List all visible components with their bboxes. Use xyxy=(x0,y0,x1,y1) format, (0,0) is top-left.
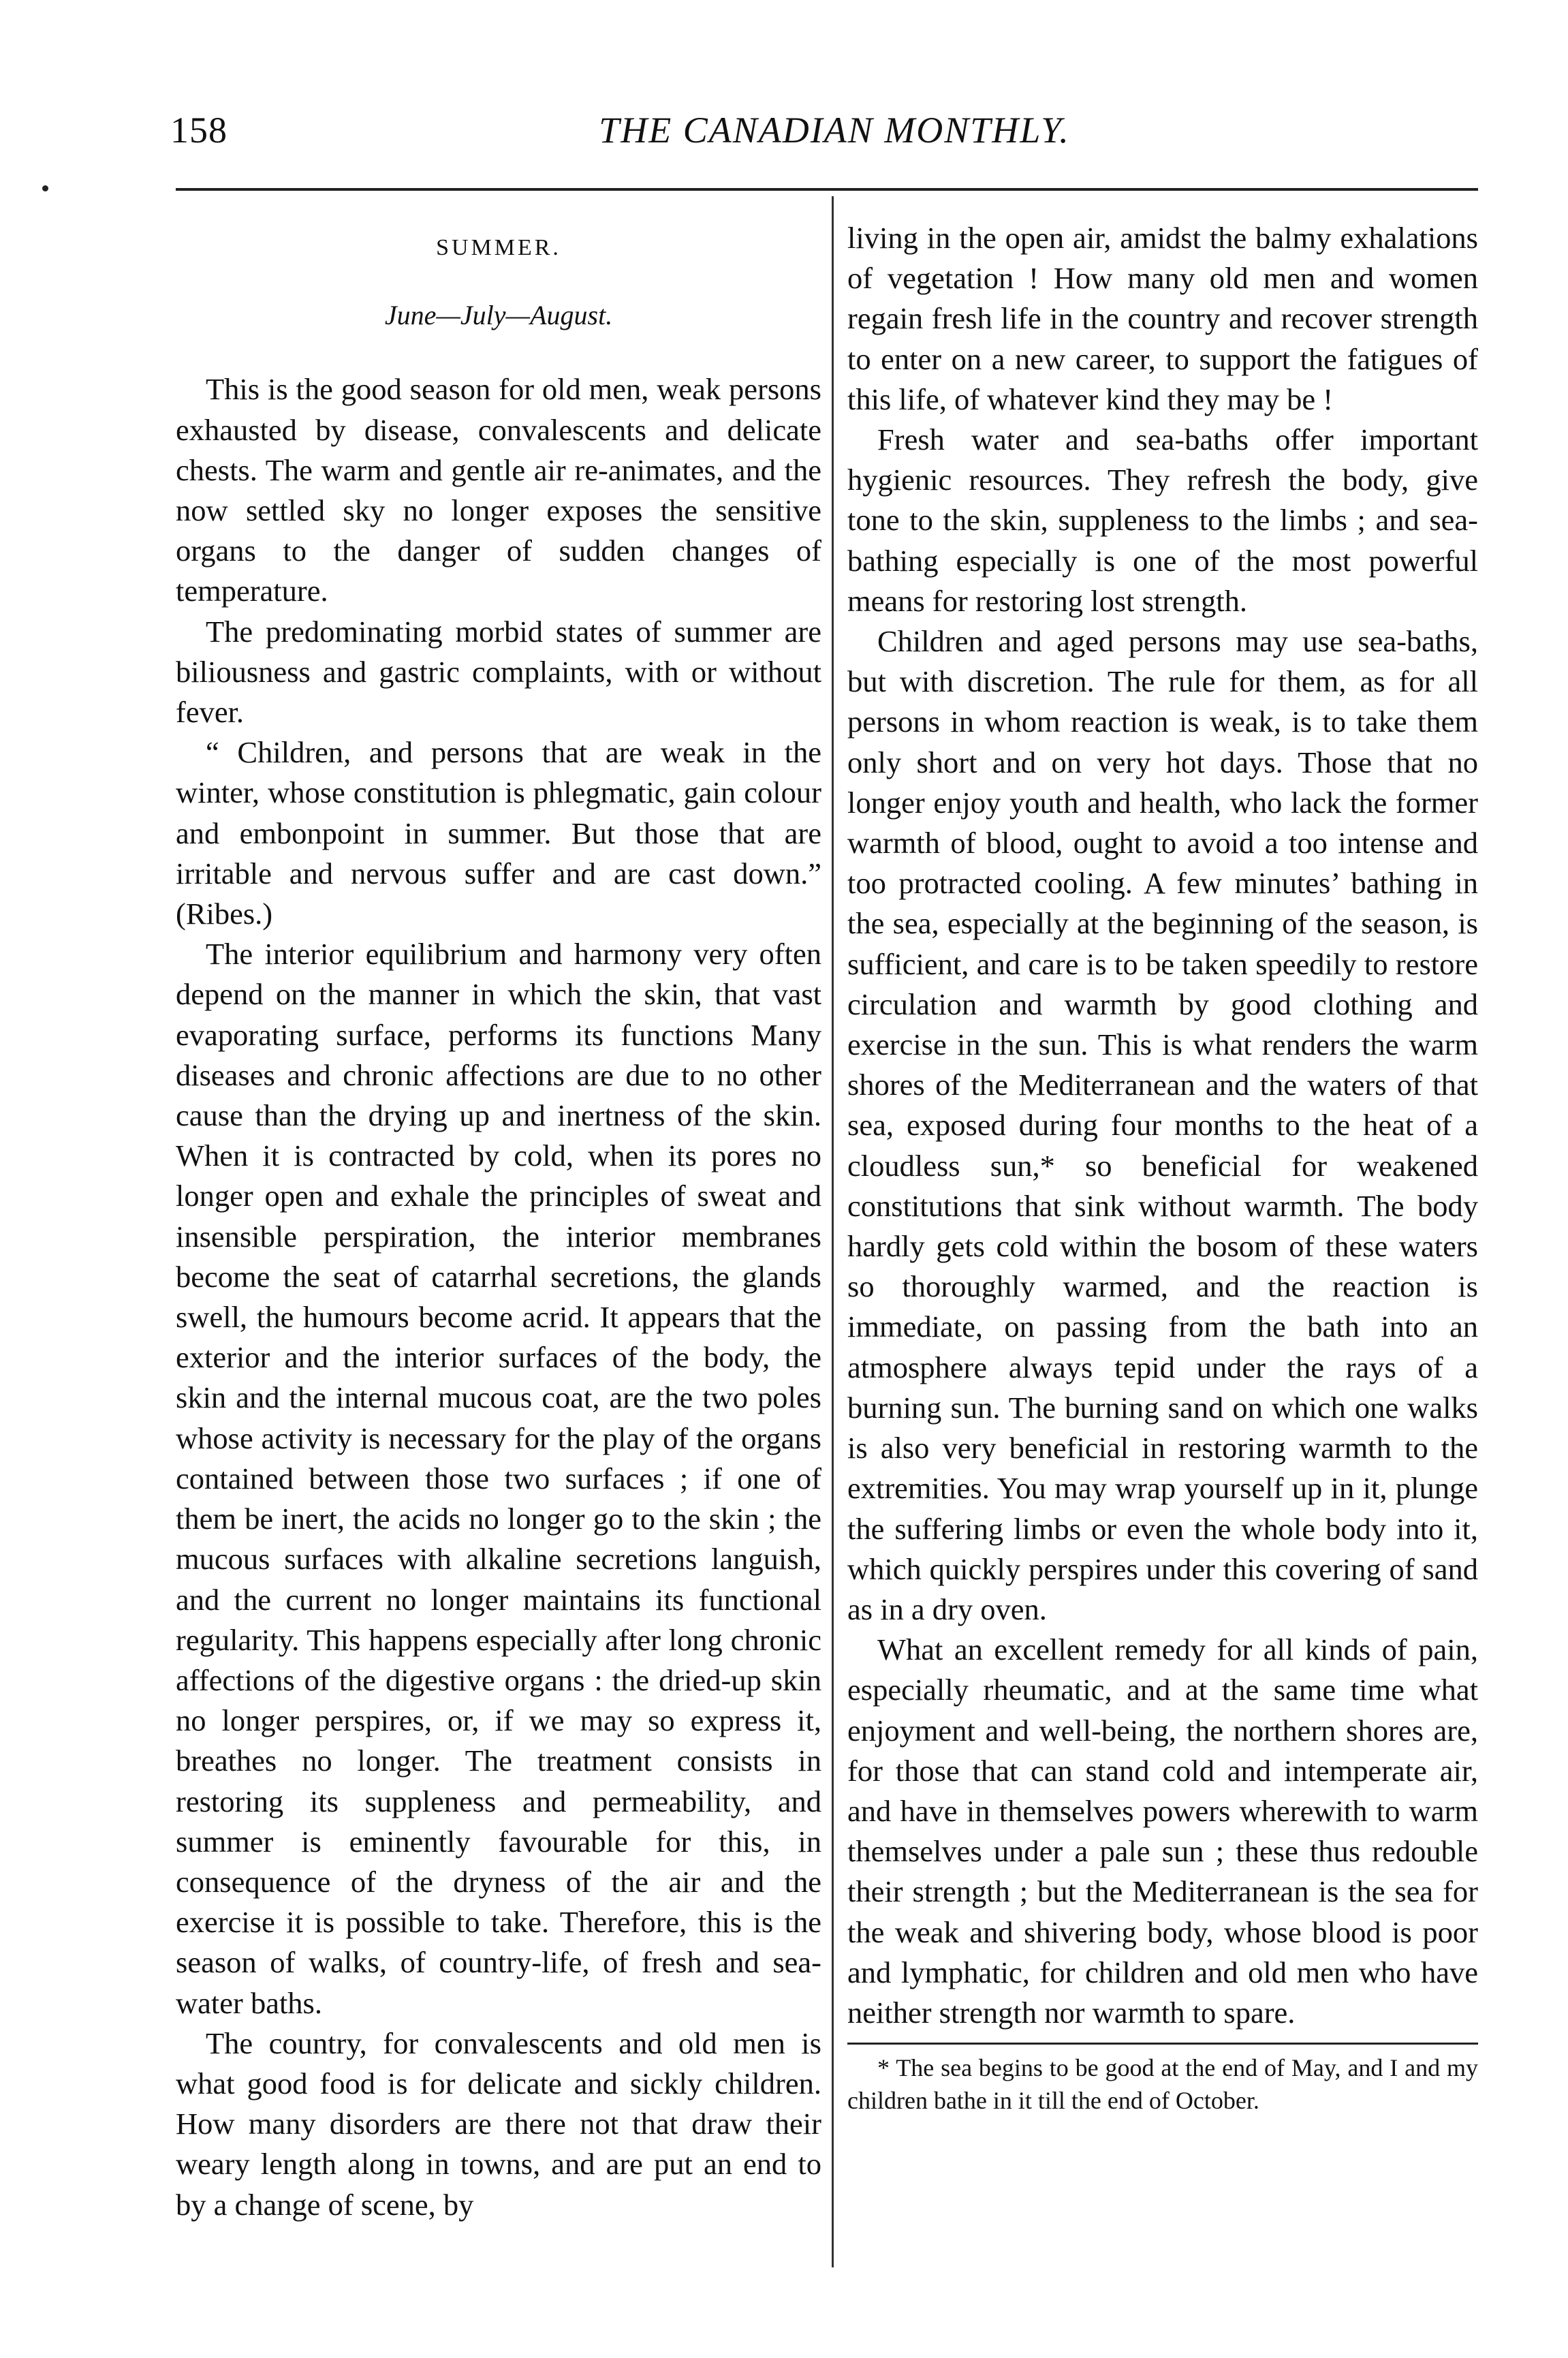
footnote-rule xyxy=(847,2043,1478,2045)
section-dates: June—July—August. xyxy=(384,300,613,331)
paragraph: The country, for convalescents and old men is what good food is for delicate and sickly children. How many disorders are there not that draw their weary length along in towns, and are put an end to by a change of scene, by xyxy=(176,2026,821,2222)
paragraph: Children and aged persons may use sea-baths, but with discretion. The rule for them, as for all persons in whom reaction is weak, is to take them only short and on very hot days. Those that no longer enjoy youth and health, who lack the former warmth of blood, ought to avoid a too intense and too protracted cooling. A few minutes’ bathing in the sea, especially at the beginning of the season, is sufficient, and care is to be taken speedily to restore circulation and warmth by good clothing and exercise in the sun. This is what renders the warm shores of the Mediterranean and the waters of that sea, exposed during four months to the heat of a cloudless sun,* so beneficial for weakened constitutions that sink without warmth. The body hardly gets cold within the bosom of these waters so thoroughly warmed, and the reaction is immediate, on passing from the bath into an atmosphere always tepid under the rays of a burning sun. The burning sand on which one walks is also very beneficial in restoring warmth to the extremities. You may wrap yourself up in it, plunge the suffering limbs or even the whole body into it, which quickly perspires under this covering of sand as in a dry oven. xyxy=(847,624,1478,1626)
column-divider xyxy=(832,196,834,2267)
footnote: * The sea begins to be good at the end of May, and I and my children bathe in it till the end of October. xyxy=(847,2054,1478,2115)
header-rule xyxy=(176,188,1478,191)
section-title: SUMMER. xyxy=(436,235,561,260)
paragraph: “ Children, and persons that are weak in the winter, whose constitution is phlegmatic, gain colour and embonpoint in summer. But those that are irritable and nervous suffer and are cast down.” (Ribes.) xyxy=(176,735,821,931)
page-number: 158 xyxy=(170,110,228,151)
paragraph: Fresh water and sea-baths offer important hygienic resources. They refresh the body, give tone to the skin, suppleness to the limbs ; and sea-bathing especially is one of the most powerful means for restoring lost strength. xyxy=(847,422,1478,618)
paragraph: The predominating morbid states of summer are biliousness and gastric complaints, with or without fever. xyxy=(176,614,821,730)
paragraph-continuation: living in the open air, amidst the balmy exhalations of vegetation ! How many old men and women regain fresh life in the country and recover strength to enter on a new career, to support the fatigues of this life, of whatever kind they may be ! xyxy=(847,221,1478,416)
left-column xyxy=(176,218,821,2225)
running-title: THE CANADIAN MONTHLY. xyxy=(599,110,1070,151)
paragraph: The interior equilibrium and harmony very often depend on the manner in which the skin, that vast evaporating surface, performs its functions Many diseases and chronic affections are due to no other cause than the drying up and inertness of the skin. When it is contracted by cold, when its pores no longer open and exhale the principles of sweat and insensible perspiration, the interior membranes become the seat of catarrhal secretions, the glands swell, the humours become acrid. It appears that the exterior and the interior surfaces of the body, the skin and the internal mucous coat, are the two poles whose activity is necessary for the play of the organs contained between those two surfaces ; if one of them be inert, the acids no longer go to the skin ; the mucous surfaces with alkaline secretions languish, and the current no longer maintains its functional regularity. This happens especially after long chronic affections of the digestive organs : the dried-up skin no longer perspires, or, if we may so express it, breathes no longer. The treatment consists in restoring its suppleness and permeability, and summer is eminently favourable for this, in consequence of the dryness of the air and the exercise it is possible to take. Therefore, this is the season of walks, of country-life, of fresh and sea-water baths. xyxy=(176,937,821,2020)
paragraph: This is the good season for old men, weak persons exhausted by disease, convalescents and delicate chests. The warm and gentle air re-animates, and the now settled sky no longer exposes the sensitive organs to the danger of sudden changes of temperature. xyxy=(176,372,821,608)
page-header xyxy=(170,109,1478,170)
paragraph: What an excellent remedy for all kinds of pain, especially rheumatic, and at the same time what enjoyment and well-being, the northern shores are, for those that can stand cold and intemperate air, and have in themselves powers wherewith to warm themselves under a pale sun ; these thus redouble their strength ; but the Mediterranean is the sea for the weak and shivering body, whose blood is poor and lymphatic, for children and old men who have neither strength nor warmth to spare. xyxy=(847,1632,1478,2030)
right-column xyxy=(847,218,1478,2117)
margin-mark xyxy=(42,185,48,191)
